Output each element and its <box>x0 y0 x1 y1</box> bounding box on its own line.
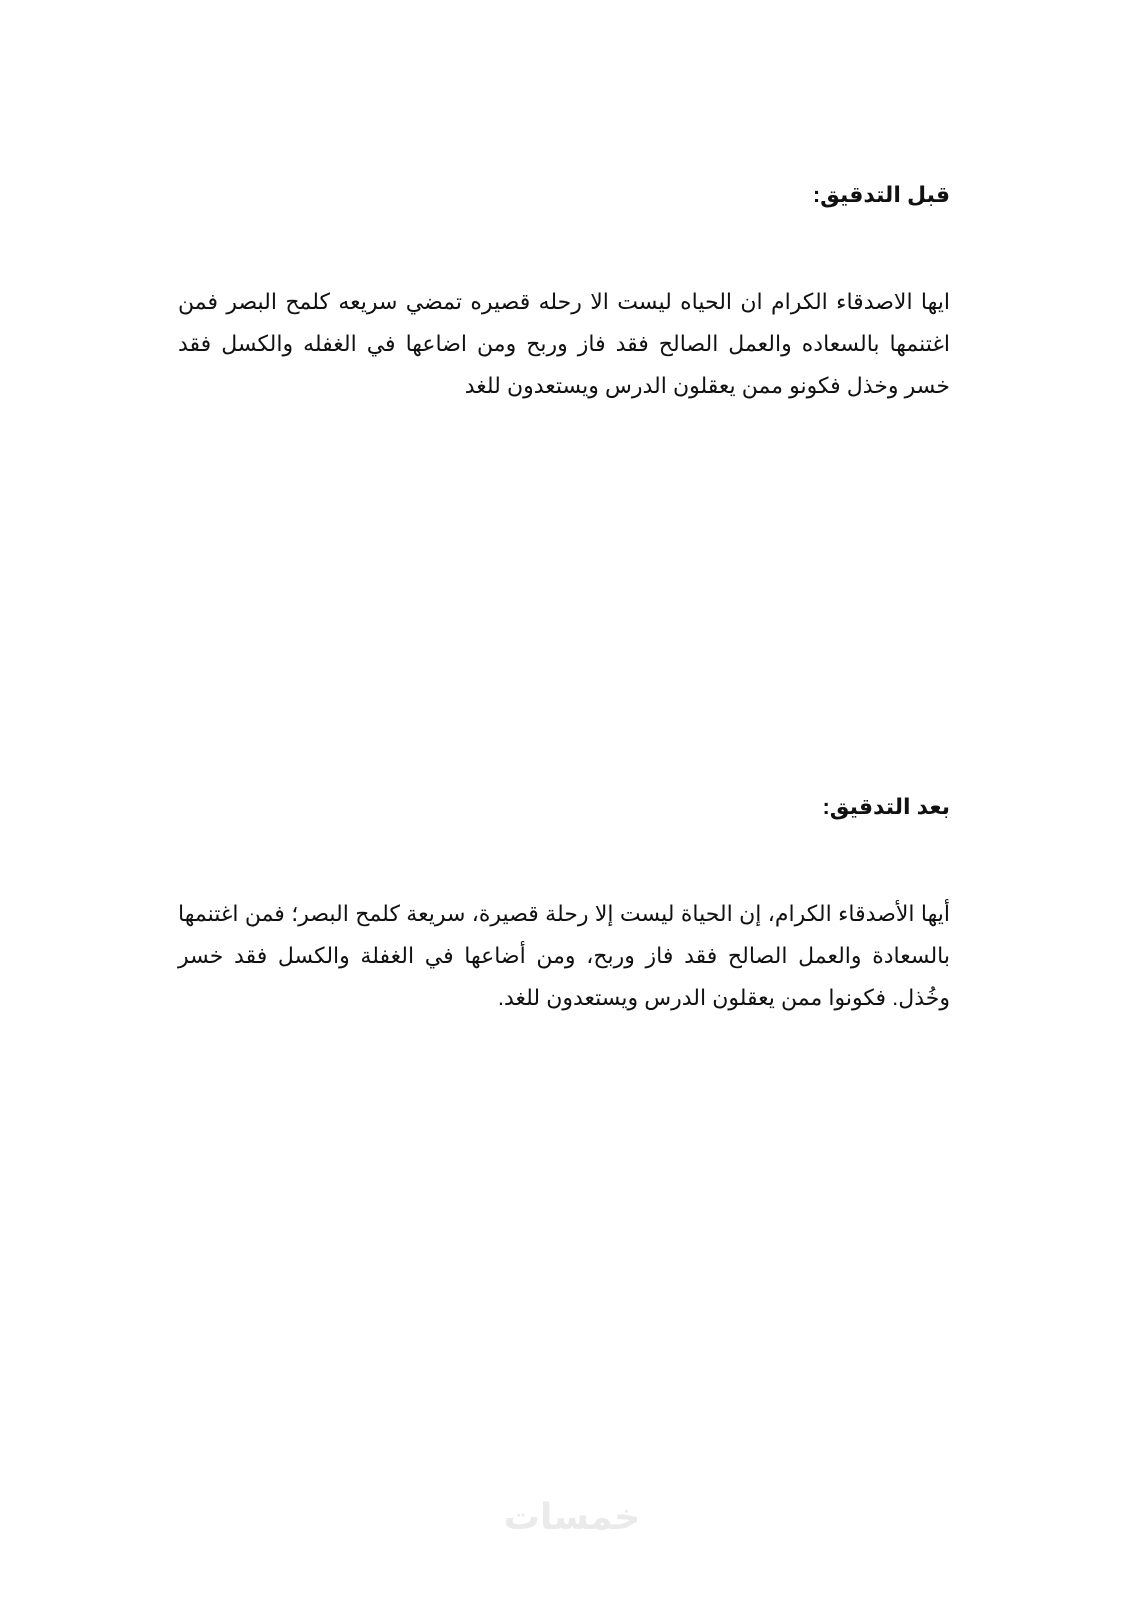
before-review-text: ايها الاصدقاء الكرام ان الحياه ليست الا رحله قصيره تمضي سريعه كلمح البصر فمن اغتنمها بالسعاده والعمل الصالح فقد فاز وربح ومن اضاعها في الغفله والكسل فقد خسر وخذل فكونو ممن يعقلون الدرس ويستعدون للغد <box>178 289 950 398</box>
after-review-heading: بعد التدقيق: <box>822 794 950 819</box>
before-review-section <box>178 178 950 407</box>
after-review-section <box>178 790 950 1019</box>
before-review-heading: قبل التدقيق: <box>812 182 950 207</box>
after-review-text: أيها الأصدقاء الكرام، إن الحياة ليست إلا رحلة قصيرة، سريعة كلمح البصر؛ فمن اغتنمها بالسعادة والعمل الصالح فقد فاز وربح، ومن أضاعها في الغفلة والكسل فقد خسر وخُذل. فكونوا ممن يعقلون الدرس ويستعدون للغد. <box>178 901 950 1010</box>
watermark-logo: خمسات <box>503 1496 641 1537</box>
